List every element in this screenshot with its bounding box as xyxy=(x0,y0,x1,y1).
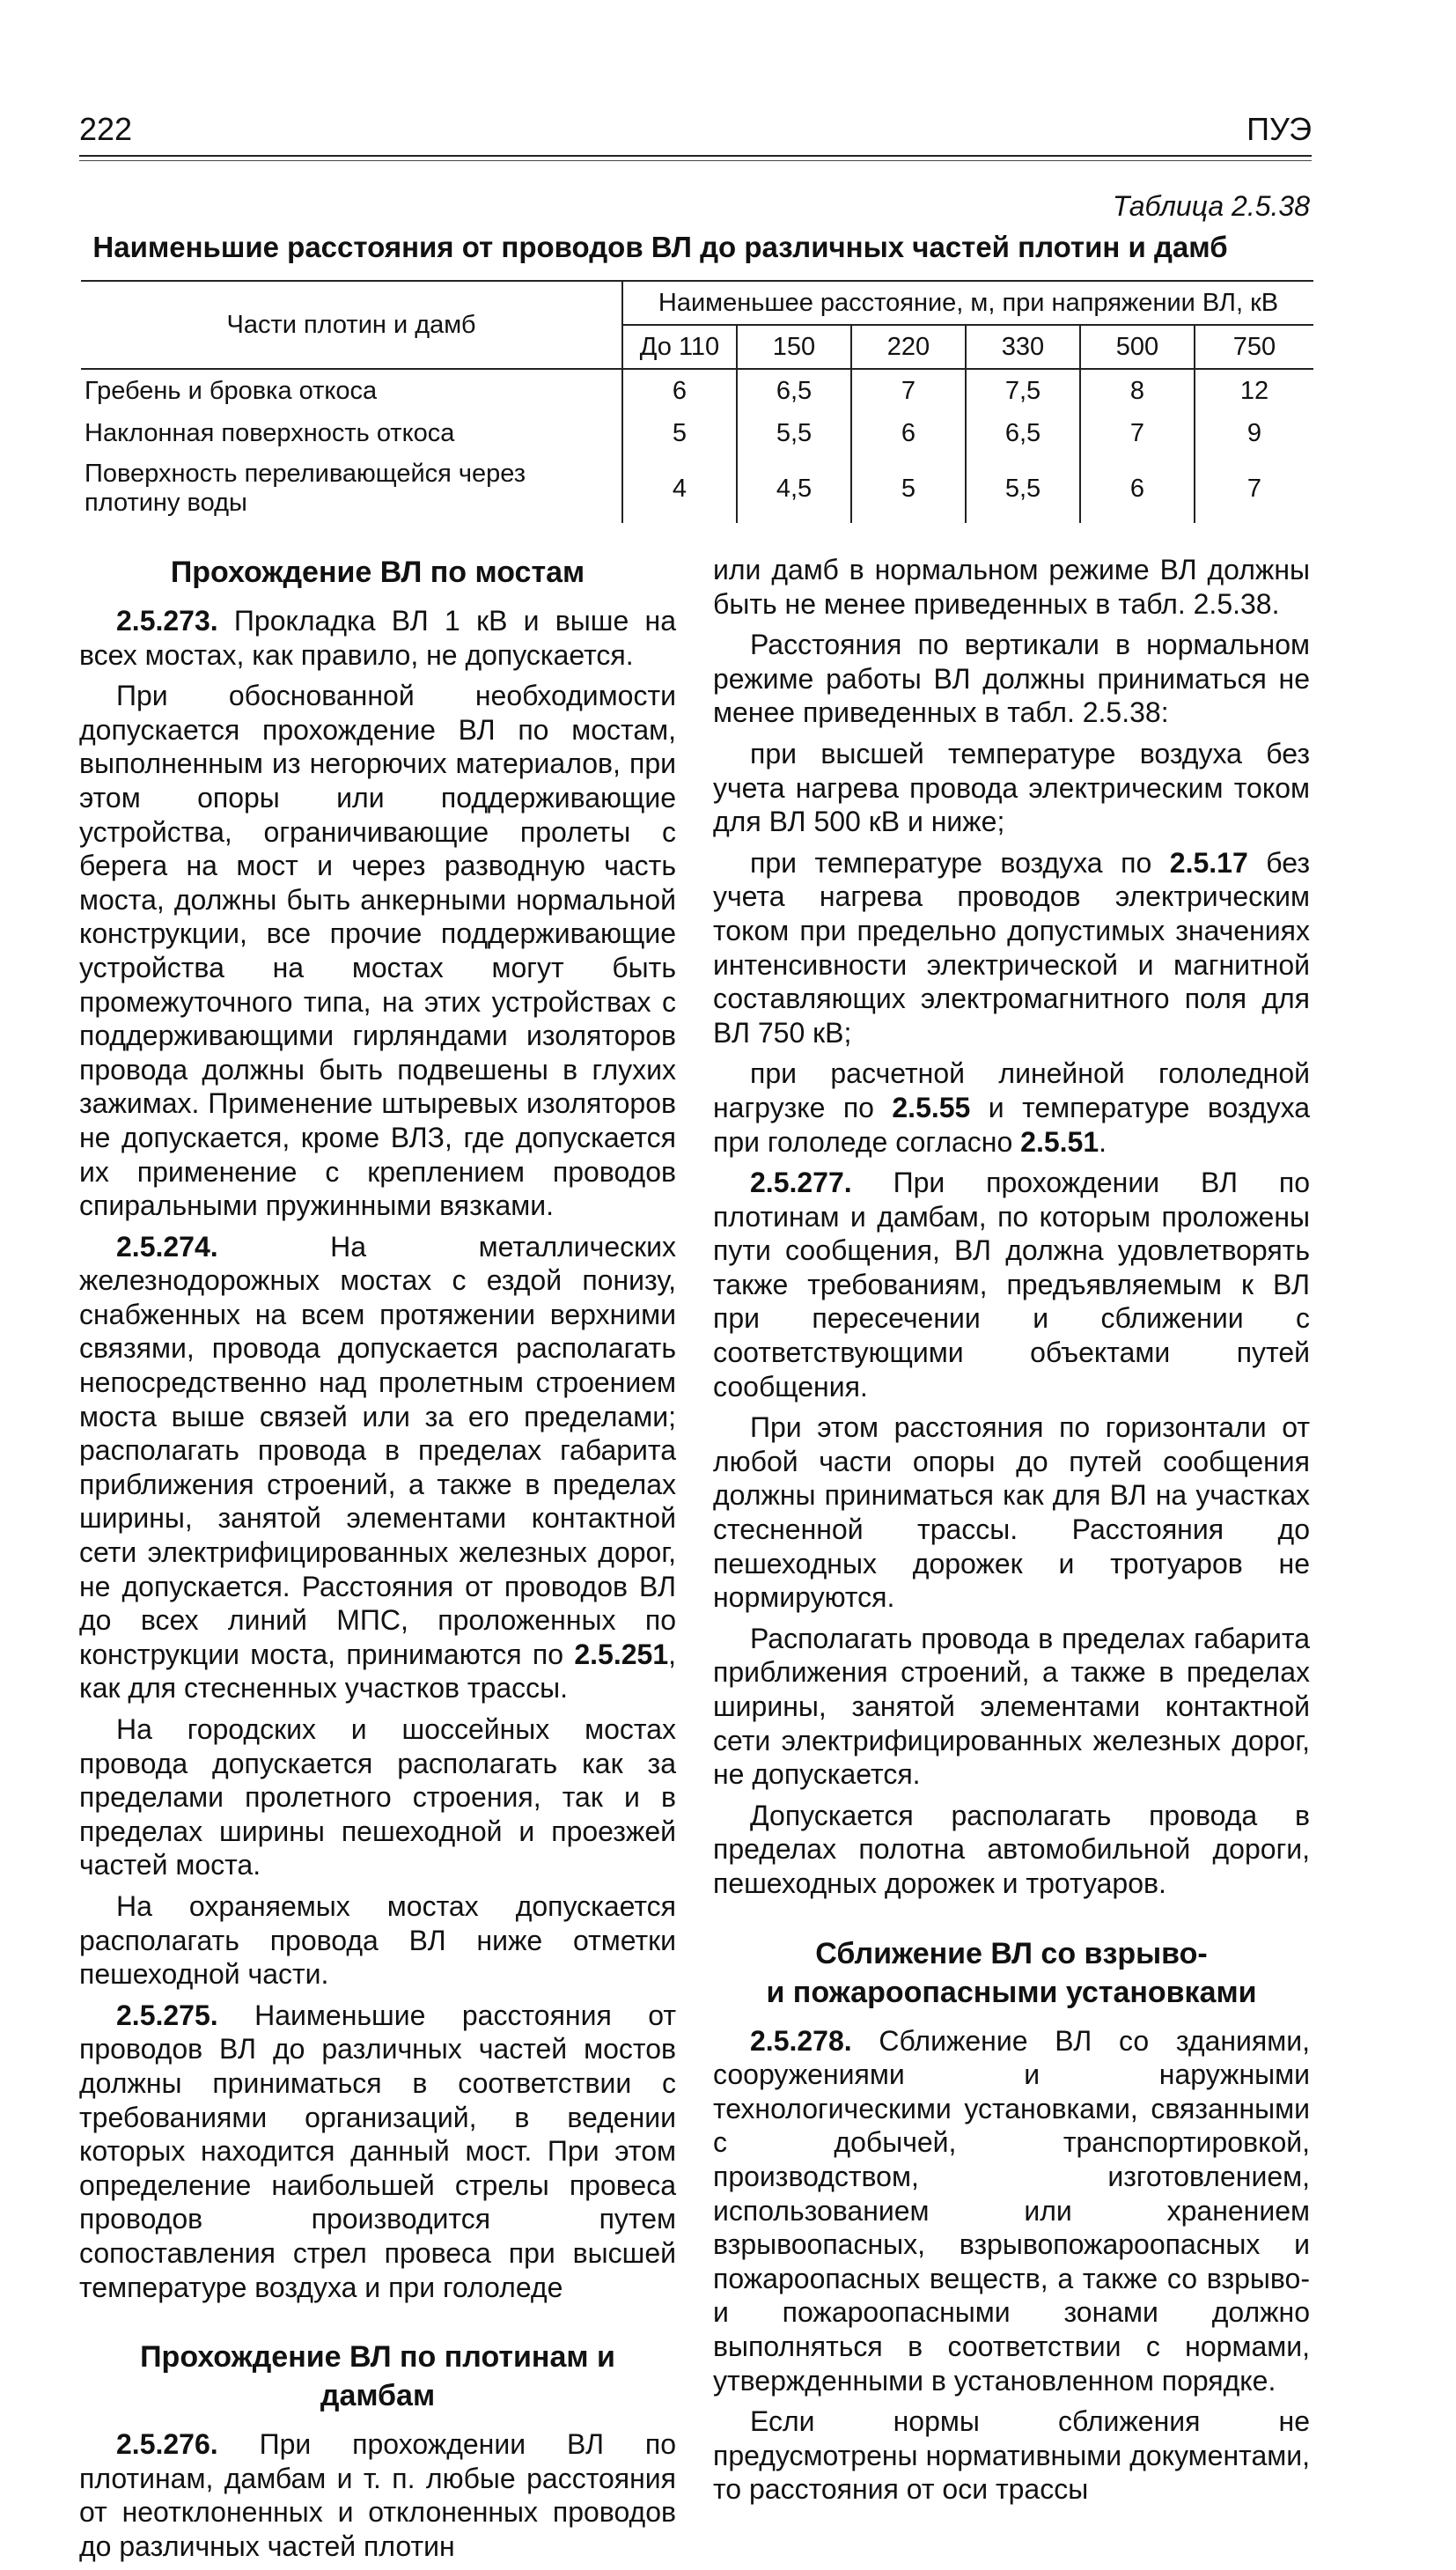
section-heading-explosive: Сближение ВЛ со взрыво- и пожароопасными установками xyxy=(766,1936,1257,2009)
voltage-head: До 110 xyxy=(622,325,737,369)
voltage-head: 750 xyxy=(1195,325,1313,369)
paragraph: 2.5.275. Наименьшие расстояния от проводов ВЛ до различных частей мостов должны приниматься в соответствии с требованиями организаций, в ведении которых находится данный мост. При этом определение наибольшей стрелы провеса проводов производится путем сопоставления стрел провеса при высшей температуре воздуха и при гололеде xyxy=(79,1999,676,2303)
clause-reference: 2.5.17 xyxy=(1169,846,1248,879)
cell: 4,5 xyxy=(737,454,851,523)
paragraph: 2.5.277. При прохождении ВЛ по плотинам и дамбам, по которым проложены пути сообщения, ВЛ должна удовлетворять также требованиям, предъявляемым к ВЛ при пересечении и сближении с соответствующими объектами путей сообщения. xyxy=(713,1167,1310,1403)
paragraph: 2.5.276. При прохождении ВЛ по плотинам, дамбам и т. п. любые расстояния от неотклоненных и отклоненных проводов до различных частей плотин xyxy=(79,2428,676,2562)
table-number: Таблица 2.5.38 xyxy=(1112,190,1310,222)
paragraph: При этом расстояния по горизонтали от любой части опоры до путей сообщения должны приниматься как для ВЛ на участках стесненной трассы. Расстояния до пешеходных дорожек и тротуаров не нормируются. xyxy=(713,1411,1310,1614)
paragraph: Допускается располагать провода в пределах полотна автомобильной дороги, пешеходных дорожек и тротуаров. xyxy=(713,1799,1310,1899)
paragraph: при высшей температуре воздуха без учета нагрева провода электрическим током для ВЛ 500 кВ и ниже; xyxy=(713,737,1310,838)
page-number: 222 xyxy=(79,111,133,147)
left-column xyxy=(79,553,676,2570)
row-name: Гребень и бровка откоса xyxy=(85,376,378,405)
header-rule-thin xyxy=(79,160,1312,161)
cell: 6 xyxy=(1080,454,1195,523)
cell: 5 xyxy=(622,412,737,454)
paragraph: Расстояния по вертикали в нормальном режиме работы ВЛ должны приниматься не менее приведенных в табл. 2.5.38: xyxy=(713,629,1310,729)
voltage-head: 220 xyxy=(851,325,966,369)
cell: 4 xyxy=(622,454,737,523)
clause-reference: 2.5.51 xyxy=(1020,1125,1099,1158)
paragraph: при температуре воздуха по 2.5.17 без учета нагрева проводов электрическим током при предельно допустимых значениях интенсивности электрической и магнитной составляющих электромагнитного поля для ВЛ 750 кВ; xyxy=(713,846,1310,1049)
right-column xyxy=(713,553,1310,2514)
cell: 6 xyxy=(851,412,966,454)
cell: 5 xyxy=(851,454,966,523)
table-row xyxy=(81,412,1313,454)
cell: 7 xyxy=(851,369,966,412)
cell: 8 xyxy=(1080,369,1195,412)
paragraph: На городских и шоссейных мостах провода допускается располагать как за пределами пролетного строения, так и в пределах ширины пешеходной и проезжей частей моста. xyxy=(79,1713,676,1881)
voltage-head: 150 xyxy=(737,325,851,369)
row-name: Поверхность переливающейся через плотину воды xyxy=(85,460,526,517)
group-head: Наименьшее расстояние, м, при напряжении ВЛ, кВ xyxy=(622,281,1313,325)
paragraph: 2.5.278. Сближение ВЛ со зданиями, сооружениями и наружными технологическими установками, связанными с добычей, транспортировкой, производством, изготовлением, использованием или хранением взрывоопасных, взрывопожароопасных и пожароопасных веществ, а также со взрыво- и пожароопасными зонами должно выполняться в соответствии с нормами, утвержденными в установленном порядке. xyxy=(713,2024,1310,2397)
voltage-head: 330 xyxy=(966,325,1080,369)
clause-number: 2.5.273. xyxy=(116,605,218,637)
cell: 7,5 xyxy=(966,369,1080,412)
paragraph: 2.5.273. Прокладка ВЛ 1 кВ и выше на всех мостах, как правило, не допускается. xyxy=(79,605,676,671)
paragraph: При обоснованной необходимости допускается прохождение ВЛ по мостам, выполненным из негорючих материалов, при этом опоры или поддерживающие устройства, ограничивающие пролеты с берега на мост и через разводную часть моста, должны быть анкерными нормальной конструкции, все прочие поддерживающие устройства на мостах могут быть промежуточного типа, на этих устройствах с поддерживающими гирляндами изоляторов провода должны быть подвешены в глухих зажимах. Применение штыревых изоляторов не допускается, кроме ВЛЗ, где допускается их применение с креплением проводов спиральными пружинными вязками. xyxy=(79,680,676,1222)
paragraph: На охраняемых мостах допускается располагать провода ВЛ ниже отметки пешеходной части. xyxy=(79,1889,676,1991)
clause-reference: 2.5.55 xyxy=(892,1091,971,1123)
table-row xyxy=(81,454,1313,523)
section-heading-dams: Прохождение ВЛ по плотинам и дамбам xyxy=(140,2340,615,2413)
cell: 6,5 xyxy=(966,412,1080,454)
voltage-head: 500 xyxy=(1080,325,1195,369)
cell: 7 xyxy=(1195,454,1313,523)
table-row xyxy=(81,369,1313,412)
cell: 9 xyxy=(1195,412,1313,454)
clause-number: 2.5.274. xyxy=(116,1230,218,1263)
cell: 5,5 xyxy=(966,454,1080,523)
paragraph: или дамб в нормальном режиме ВЛ должны быть не менее приведенных в табл. 2.5.38. xyxy=(713,554,1310,620)
cell: 5,5 xyxy=(737,412,851,454)
clause-reference: 2.5.251 xyxy=(574,1638,669,1670)
page-header xyxy=(79,104,1312,157)
cell: 6,5 xyxy=(737,369,851,412)
clause-number: 2.5.275. xyxy=(116,1999,218,2031)
section-heading-bridges: Прохождение ВЛ по мостам xyxy=(170,556,585,589)
paragraph: 2.5.274. На металлических железнодорожных мостах с ездой понизу, снабженных на всем протяжении верхними связями, провода допускается располагать непосредственно над пролетным строением моста выше связей или за его пределами; располагать провода в пределах габарита приближения строений, а также в пределах ширины, занятой элементами контактной сети электрифицированных железных дорог, не допускается. Расстояния от проводов ВЛ до всех линий МПС, проложенных по конструкции моста, принимаются по 2.5.251, как для стесненных участков трассы. xyxy=(79,1230,676,1705)
row-name: Наклонная поверхность откоса xyxy=(85,418,455,447)
cell: 12 xyxy=(1195,369,1313,412)
clause-number: 2.5.276. xyxy=(116,2428,218,2461)
paragraph: при расчетной линейной гололедной нагрузке по 2.5.55 и температуре воздуха при гололеде согласно 2.5.51. xyxy=(713,1057,1310,1158)
table-title: Наименьшие расстояния от проводов ВЛ до различных частей плотин и дамб xyxy=(92,231,1228,263)
paragraph: Располагать провода в пределах габарита приближения строений, а также в пределах ширины, занятой элементами контактной сети электрифицированных железных дорог, не допускается. xyxy=(713,1622,1310,1791)
book-title: ПУЭ xyxy=(1246,111,1312,147)
clause-number: 2.5.277. xyxy=(750,1167,852,1199)
clause-number: 2.5.278. xyxy=(750,2024,852,2057)
paragraph: Если нормы сближения не предусмотрены нормативными документами, то расстояния от оси трассы xyxy=(713,2405,1310,2506)
header-rule xyxy=(79,155,1312,157)
cell: 7 xyxy=(1080,412,1195,454)
distances-table xyxy=(81,280,1313,523)
col-head-parts: Части плотин и дамб xyxy=(81,281,622,369)
cell: 6 xyxy=(622,369,737,412)
